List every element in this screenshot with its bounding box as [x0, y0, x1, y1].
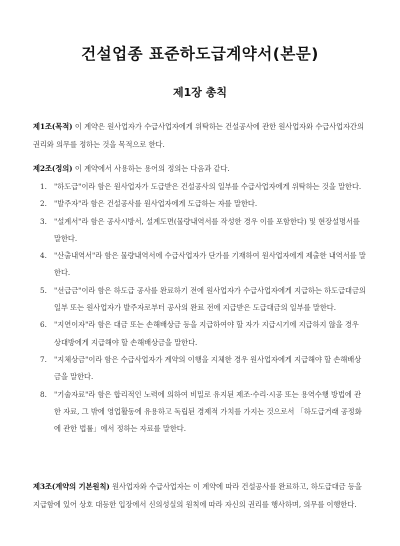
list-text: "발주자"라 함은 건설공사를 원사업자에게 도급하는 자를 말한다. [54, 199, 258, 209]
list-item [40, 282, 366, 317]
article-3 [33, 478, 365, 514]
list-text: "기술자료"라 함은 합리적인 노력에 의하여 비밀로 유지된 제조·수리·시공 또는 용역수행 방법에 관한 자료, 그 밖에 영업활동에 유용하고 독립된 경제적 가치를 가지는 것으로서 「하도급거래 공정화에 관한 법률」에서 정하는 자료를 말한다. [54, 389, 362, 434]
article-body: 이 계약은 원사업자가 수급사업자에게 위탁하는 건설공사에 관한 원사업자와 수급사업자간의 권리와 의무를 정하는 것을 목적으로 한다. [33, 122, 364, 149]
list-number: 8. [40, 389, 47, 399]
article-heading: 제2조(정의) [33, 164, 73, 173]
list-item [40, 178, 366, 195]
document-title: 건설업종 표준하도급계약서(본문) [81, 45, 319, 63]
list-number: 5. [40, 285, 47, 295]
chapter-heading: 제1장 총칙 [173, 86, 227, 99]
article-1 [33, 118, 365, 154]
article-heading: 제3조(계약의 기본원칙) [33, 482, 110, 491]
list-number: 7. [40, 354, 47, 364]
definition-list [40, 178, 366, 437]
list-text: "선급금"이라 함은 하도급 공사를 완료하기 전에 원사업자가 수급사업자에게 지급하는 하도급대금의 일부 또는 원사업자가 발주자로부터 공사의 완료 전에 지급받은 도급대금의 일부를 말한다. [54, 285, 366, 313]
list-number: 3. [40, 216, 47, 226]
list-text: "지연이자"라 함은 대금 또는 손해배상금 등을 지급하여야 할 자가 지급시기에 지급하지 않을 경우 상대방에게 지급해야 할 손해배상금을 말한다. [54, 320, 359, 347]
list-item [40, 351, 366, 386]
list-item [40, 195, 366, 212]
article-2 [33, 160, 365, 178]
list-item [40, 247, 366, 282]
article-body: 이 계약에서 사용하는 용어의 정의는 다음과 같다. [72, 164, 230, 173]
list-text: "하도급"이라 함은 원사업자가 도급받은 건설공사의 일부를 수급사업자에게 위탁하는 것을 말한다. [54, 182, 362, 191]
list-number: 1. [40, 182, 47, 191]
list-item [40, 386, 366, 438]
article-body: 원사업자와 수급사업자는 이 계약에 따라 건설공사를 완료하고, 하도급대금 등을 지급함에 있어 상호 대등한 입장에서 신의성실의 원칙에 따라 자신의 권리를 행사하며, 의무를 이행한다. [33, 482, 362, 509]
list-number: 2. [40, 199, 47, 209]
list-number: 4. [40, 251, 47, 261]
list-text: "설계서"라 함은 공사시방서, 설계도면(물량내역서를 작성한 경우 이를 포함한다) 및 현장설명서를 말한다. [54, 216, 360, 243]
list-text: "산출내역서"라 함은 물량내역서에 수급사업자가 단가를 기재하여 원사업자에게 제출한 내역서를 말한다. [54, 251, 366, 278]
list-text: "지체상금"이라 함은 수급사업자가 계약의 이행을 지체한 경우 원사업자에게 지급해야 할 손해배상금을 말한다. [54, 354, 362, 382]
list-item [40, 316, 366, 351]
article-heading: 제1조(목적) [33, 122, 73, 131]
list-number: 6. [40, 320, 47, 330]
list-item [40, 213, 366, 248]
